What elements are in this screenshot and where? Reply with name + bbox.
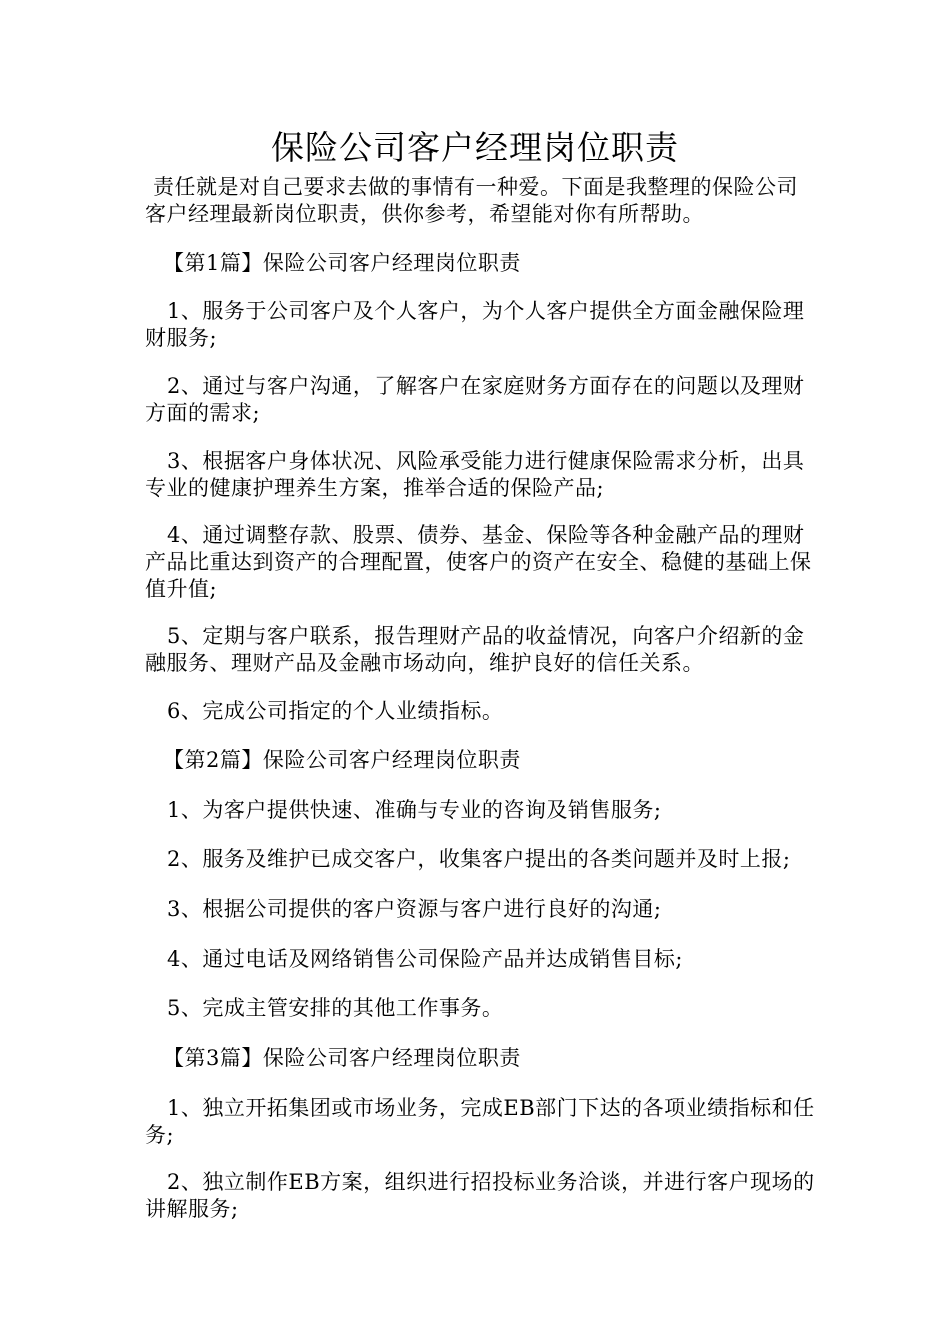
section-1-item-4: 4、通过调整存款、股票、债券、基金、保险等各种金融产品的理财产品比重达到资产的合理配置，使客户的资产在安全、稳健的基础上保值升值; (145, 523, 812, 601)
section-1-item-5: 5、定期与客户联系，报告理财产品的收益情况，向客户介绍新的金融服务、理财产品及金融市场动向，维护良好的信任关系。 (145, 624, 805, 675)
section-2-item-4: 4、通过电话及网络销售公司保险产品并达成销售目标; (167, 947, 683, 971)
section-3-heading: 【第3篇】保险公司客户经理岗位职责 (163, 1046, 521, 1070)
section-3-item-1: 1、独立开拓集团或市场业务，完成EB部门下达的各项业绩指标和任务; (145, 1096, 815, 1147)
section-1-item-1: 1、服务于公司客户及个人客户，为个人客户提供全方面金融保险理财服务; (145, 299, 805, 350)
section-1-heading: 【第1篇】保险公司客户经理岗位职责 (163, 251, 521, 275)
section-1-item-2: 2、通过与客户沟通，了解客户在家庭财务方面存在的问题以及理财方面的需求; (145, 374, 805, 425)
section-3-item-2: 2、独立制作EB方案，组织进行招投标业务洽谈，并进行客户现场的讲解服务; (145, 1170, 815, 1221)
section-2-item-5: 5、完成主管安排的其他工作事务。 (167, 996, 504, 1020)
section-2-item-2: 2、服务及维护已成交客户，收集客户提出的各类问题并及时上报; (167, 847, 791, 871)
section-2-item-3: 3、根据公司提供的客户资源与客户进行良好的沟通; (167, 897, 662, 921)
intro-paragraph: 责任就是对自己要求去做的事情有一种爱。下面是我整理的保险公司客户经理最新岗位职责，供你参考，希望能对你有所帮助。 (145, 175, 798, 226)
section-1-item-6: 6、完成公司指定的个人业绩指标。 (167, 699, 504, 723)
section-1-item-3: 3、根据客户身体状况、风险承受能力进行健康保险需求分析，出具专业的健康护理养生方案，推举合适的保险产品; (145, 449, 805, 500)
section-2-item-1: 1、为客户提供快速、准确与专业的咨询及销售服务; (167, 798, 662, 822)
section-2-heading: 【第2篇】保险公司客户经理岗位职责 (163, 748, 521, 772)
document-title: 保险公司客户经理岗位职责 (271, 128, 679, 167)
